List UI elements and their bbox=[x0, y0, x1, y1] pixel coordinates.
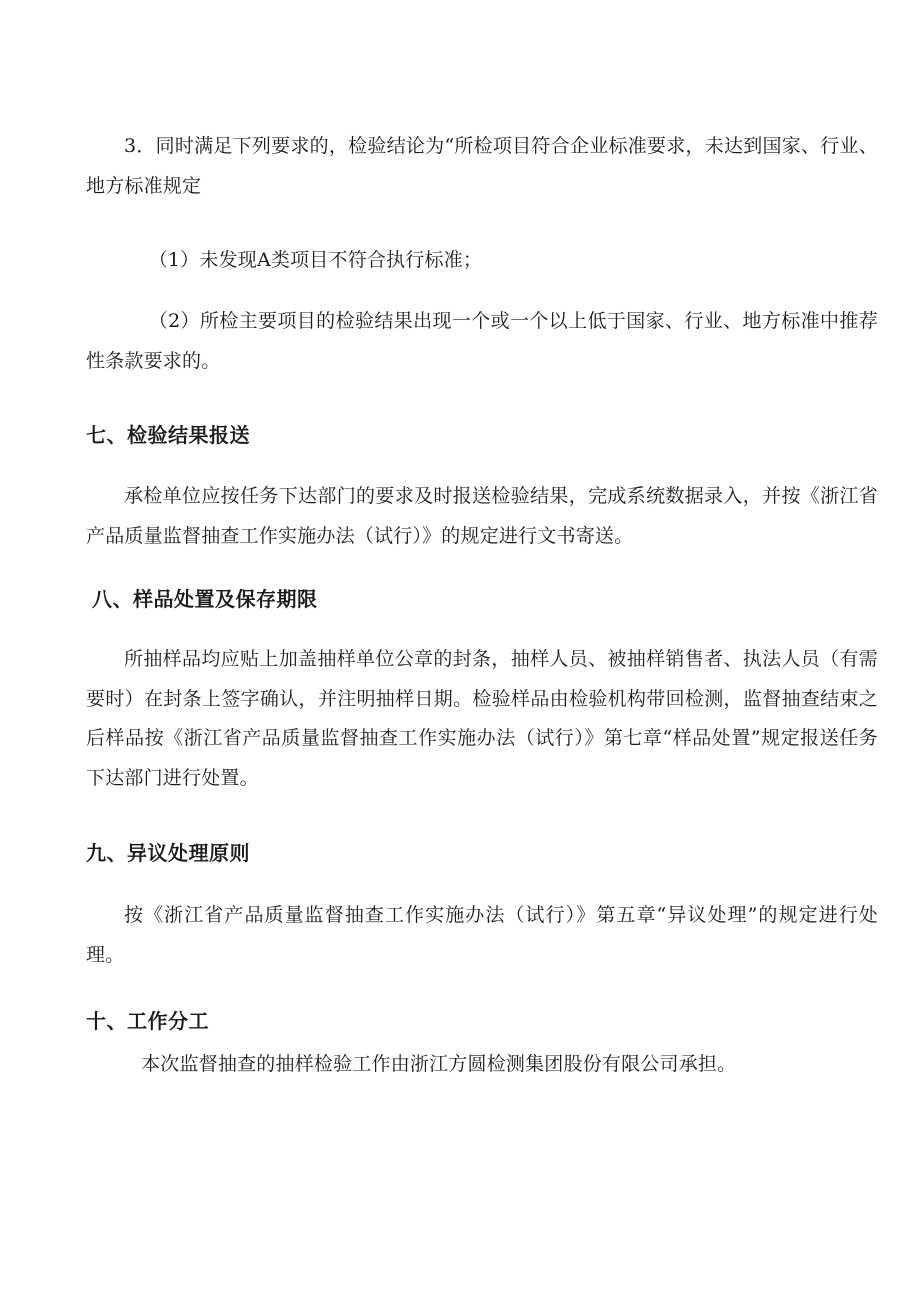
section-heading-9: 九、异议处理原则 bbox=[86, 841, 250, 865]
paragraph-conclusion-3: 3．同时满足下列要求的，检验结论为“所检项目符合企业标准要求，未达到国家、行业、地方标准规定 bbox=[86, 135, 878, 197]
paragraph-sample-handling: 所抽样品均应贴上加盖抽样单位公章的封条，抽样人员、被抽样销售者、执法人员（有需要时）在封条上签字确认，并注明抽样日期。检验样品由检验机构带回检测，监督抽查结束之后样品按《浙江省产品质量监督抽查工作实施办法（试行）》第七章“样品处置”规定报送任务下达部门进行处置。 bbox=[86, 648, 878, 789]
paragraph-work-division: 本次监督抽查的抽样检验工作由浙江方圆检测集团股份有限公司承担。 bbox=[141, 1053, 737, 1075]
paragraph-requirement-2: （2）所检主要项目的检验结果出现一个或一个以上低于国家、行业、地方标准中推荐性条款要求的。 bbox=[86, 310, 878, 372]
paragraph-result-reporting: 承检单位应按任务下达部门的要求及时报送检验结果，完成系统数据录入，并按《浙江省产品质量监督抽查工作实施办法（试行）》的规定进行文书寄送。 bbox=[86, 485, 878, 547]
section-heading-10: 十、工作分工 bbox=[86, 1009, 209, 1033]
paragraph-objection-handling: 按《浙江省产品质量监督抽查工作实施办法（试行）》第五章“异议处理”的规定进行处理。 bbox=[86, 904, 878, 966]
section-heading-8: 八、样品处置及保存期限 bbox=[92, 587, 318, 611]
paragraph-requirement-1: （1）未发现A类项目不符合执行标准； bbox=[148, 249, 483, 271]
section-heading-7: 七、检验结果报送 bbox=[86, 423, 250, 447]
